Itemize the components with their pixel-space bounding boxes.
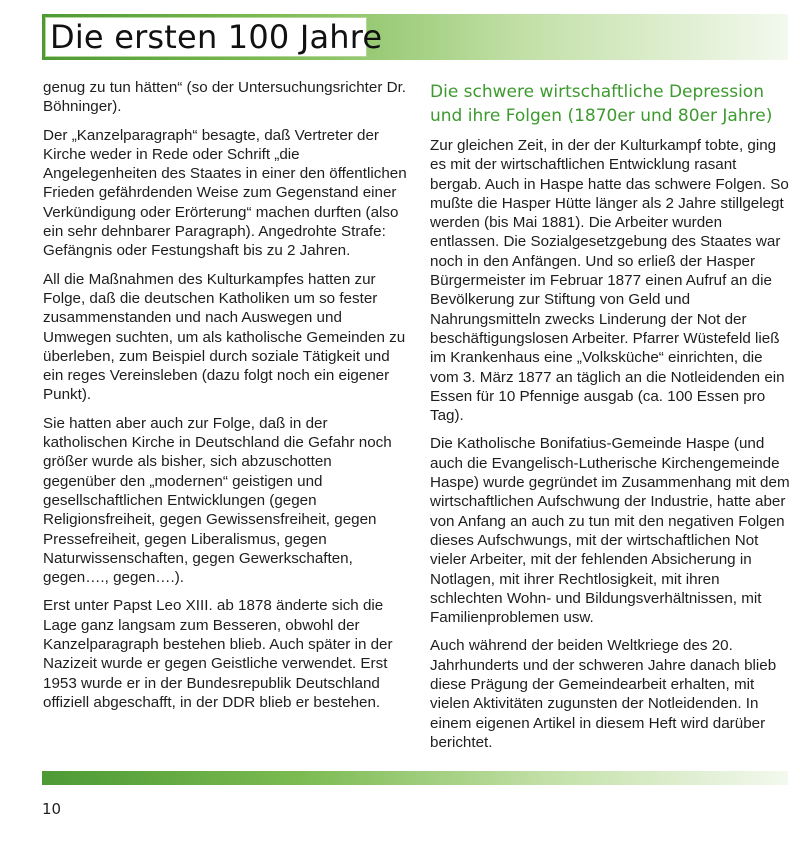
left-column — [43, 78, 408, 721]
section-heading: Die schwere wirtschaftliche Depression und ihre Folgen (1870er und 80er Jahre) — [430, 82, 773, 126]
footer-gradient-bar — [42, 771, 788, 785]
paragraph: Zur gleichen Zeit, in der der Kulturkampf tobte, ging es mit der wirtschaftlichen Entwicklung rasant bergab. Auch in Haspe hatte das schwere Folgen. So mußte die Hasper Hütte länger als 2 Jahre stillgelegt werden (bis Mai 1881). Die Arbeiter wurden entlassen. Die Sozialgesetzgebung des Staates war noch in den Anfängen. Und so erließ der Hasper Bürgermeister im Februar 1877 einen Aufruf an die Bevölkerung zur Stiftung von Geld und Nahrungsmitteln zwecks Linderung der Not der beschäftigungslosen Arbeiter. Pfarrer Wüstefeld ließ im Krankenhaus eine „Volksküche“ einrichten, die vom 3. März 1877 an täglich an die Notleidenden ein Essen für 10 Pfennige ausgab (ca. 100 Essen pro Tag). — [430, 137, 789, 425]
right-column — [430, 136, 790, 761]
page-number: 10 — [42, 800, 62, 818]
paragraph: Auch während der beiden Weltkriege des 20. Jahrhunderts und der schweren Jahre danach blieb diese Prägung der Gemeindearbeit erhalten, mit vielen Aktivitäten zugunsten der Notleidenden. In einem eigenen Artikel in diesem Heft wird darüber berichtet. — [430, 637, 777, 751]
paragraph: Erst unter Papst Leo XIII. ab 1878 änderte sich die Lage ganz langsam zum Besseren, obwohl der Kanzelparagraph bestehen blieb. Auch später in der Nazizeit wurde er gegen Geistliche verwendet. Erst 1953 wurde er in der Bundesrepublik Deutschland offiziell abgeschafft, in der DDR blieb er bestehen. — [43, 597, 393, 711]
paragraph: All die Maßnahmen des Kulturkampfes hatten zur Folge, daß die deutschen Katholiken um so fester zusammenstanden und nach Auswegen und Umwegen suchten, um als katholische Gemeinden zu überleben, zum Beispiel durch soziale Tätigkeit und ein reges Vereinsleben (dazu folgt noch ein eigener Punkt). — [43, 270, 406, 404]
paragraph: Der „Kanzelparagraph“ besagte, daß Vertreter der Kirche weder in Rede oder Schrift „die Angelegenheiten des Staates in einer den öffentlichen Frieden gefährdenden Weise zum Gegenstand einer Verkündigung oder Erörterung“ machen durften (also ein sehr dehnbarer Paragraph). Angedrohte Strafe: Gefängnis oder Festungshaft bis zu 2 Jahren. — [43, 126, 407, 260]
paragraph: genug zu tun hätten“ (so der Untersuchungsrichter Dr. Böhninger). — [43, 79, 407, 116]
paragraph: Sie hatten aber auch zur Folge, daß in der katholischen Kirche in Deutschland die Gefahr noch größer wurde als bisher, sich abzuschotten gegenüber den „modernen“ geistigen und gesellschaftlichen Entwicklungen (gegen Religionsfreiheit, gegen Gewissensfreiheit, gegen Pressefreiheit, gegen Liberalismus, gegen Naturwissenschaften, gegen Gewerkschaften, gegen…., gegen….). — [43, 414, 392, 587]
paragraph: Die Katholische Bonifatius-Gemeinde Haspe (und auch die Evangelisch-Lutherische Kirchengemeinde Haspe) wurde gegründet im Zusammenhang mit dem wirtschaftlichen Aufschwung der Industrie, hatte aber von Anfang an auch zu tun mit den negativen Folgen dieses Aufschwungs, mit der wirtschaftlichen Not vieler Arbeiter, mit der fehlenden Absicherung in Notlagen, mit ihrer Rechtlosigkeit, mit ihren schlechten Wohn- und Bildungsverhältnissen, mit Familienproblemen usw. — [430, 435, 790, 627]
page-title: Die ersten 100 Jahre — [50, 18, 383, 56]
